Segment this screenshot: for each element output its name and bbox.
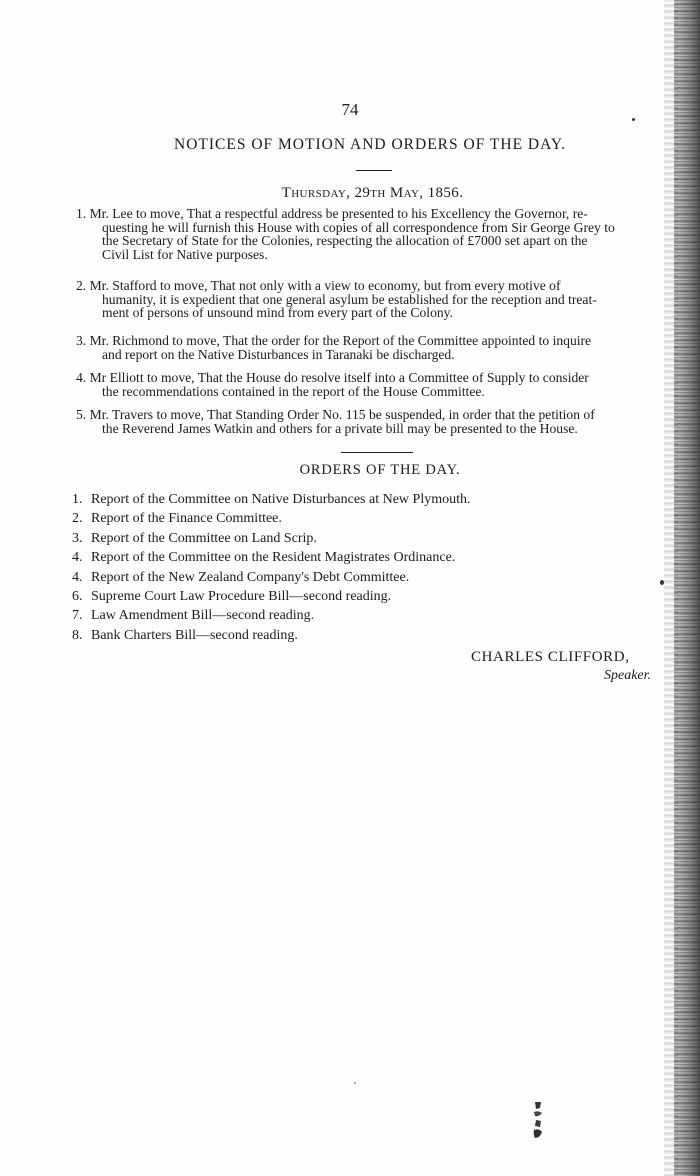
order-text: Report of the New Zealand Company's Debt Committee. — [91, 569, 410, 585]
signature-name: CHARLES CLIFFORD, — [471, 649, 630, 665]
page-number: 74 — [341, 100, 359, 119]
order-item — [72, 529, 470, 548]
motion-line: 2. Mr. Stafford to move, That not only with a view to economy, but from every motive of — [76, 278, 561, 293]
orders-heading: ORDERS OF THE DAY. — [299, 462, 461, 478]
scan-edge — [674, 0, 700, 1176]
signature-title: Speaker. — [604, 668, 652, 683]
order-item — [72, 587, 470, 606]
motion-notice — [76, 279, 664, 320]
order-item — [72, 548, 470, 567]
order-number: 4. — [72, 550, 83, 566]
motion-line: questing he will furnish this House with copies of all correspondence from Sir George Grey to — [102, 219, 615, 235]
ink-speck — [660, 580, 664, 585]
order-item — [72, 509, 470, 528]
order-number: 6. — [72, 589, 83, 605]
motion-notice — [76, 207, 664, 261]
motion-line: 3. Mr. Richmond to move, That the order for the Report of the Committee appointed to inquire — [76, 333, 592, 348]
motion-line: 5. Mr. Travers to move, That Standing Order No. 115 be suspended, in order that the petition of — [76, 407, 595, 422]
order-text: Law Amendment Bill—second reading. — [91, 608, 315, 624]
motion-line: the recommendations contained in the report of the House Committee. — [102, 383, 485, 399]
order-number: 3. — [72, 530, 83, 546]
order-text: Supreme Court Law Procedure Bill—second reading. — [91, 589, 392, 605]
motion-line: 4. Mr Elliott to move, That the House do resolve itself into a Committee of Supply to consider — [76, 370, 589, 385]
motion-line: the Reverend James Watkin and others for a private bill may be presented to the House. — [102, 420, 578, 436]
library-stamp-icon — [531, 1100, 545, 1142]
order-number: 1. — [72, 492, 83, 507]
motion-notice — [76, 334, 664, 361]
motion-line: and report on the Native Disturbances in Taranaki be discharged. — [102, 346, 455, 362]
sitting-date: Thursday, 29th May, 1856. — [281, 185, 464, 201]
motion-line: Civil List for Native purposes. — [102, 246, 268, 262]
motion-line: 1. Mr. Lee to move, That a respectful address be presented to his Excellency the Governor, re- — [76, 206, 588, 221]
motion-notice — [76, 408, 664, 435]
order-item — [72, 490, 470, 509]
order-item — [72, 606, 470, 625]
order-number: 4. — [72, 569, 83, 585]
order-number: 8. — [72, 627, 83, 643]
order-number: 2. — [72, 511, 83, 527]
order-text: Report of the Committee on Native Disturbances at New Plymouth. — [91, 492, 471, 507]
divider-rule — [341, 452, 413, 453]
ink-speck — [354, 1082, 356, 1084]
ink-speck — [632, 118, 635, 121]
order-text: Report of the Committee on Land Scrip. — [91, 530, 317, 546]
order-item — [72, 626, 470, 645]
order-text: Report of the Committee on the Resident Magistrates Ordinance. — [91, 550, 456, 566]
motion-notice — [76, 371, 664, 398]
page-heading: NOTICES OF MOTION AND ORDERS OF THE DAY. — [174, 136, 566, 153]
motion-line: humanity, it is expedient that one general asylum be established for the reception and treat- — [102, 291, 597, 307]
order-text: Report of the Finance Committee. — [91, 511, 282, 527]
order-number: 7. — [72, 608, 83, 624]
orders-list — [72, 490, 470, 645]
order-item — [72, 568, 470, 587]
divider-rule — [356, 170, 392, 171]
motion-line: the Secretary of State for the Colonies, respecting the allocation of £7000 set apart on the — [102, 233, 588, 249]
motion-line: ment of persons of unsound mind from every part of the Colony. — [102, 305, 453, 321]
order-text: Bank Charters Bill—second reading. — [91, 627, 298, 643]
